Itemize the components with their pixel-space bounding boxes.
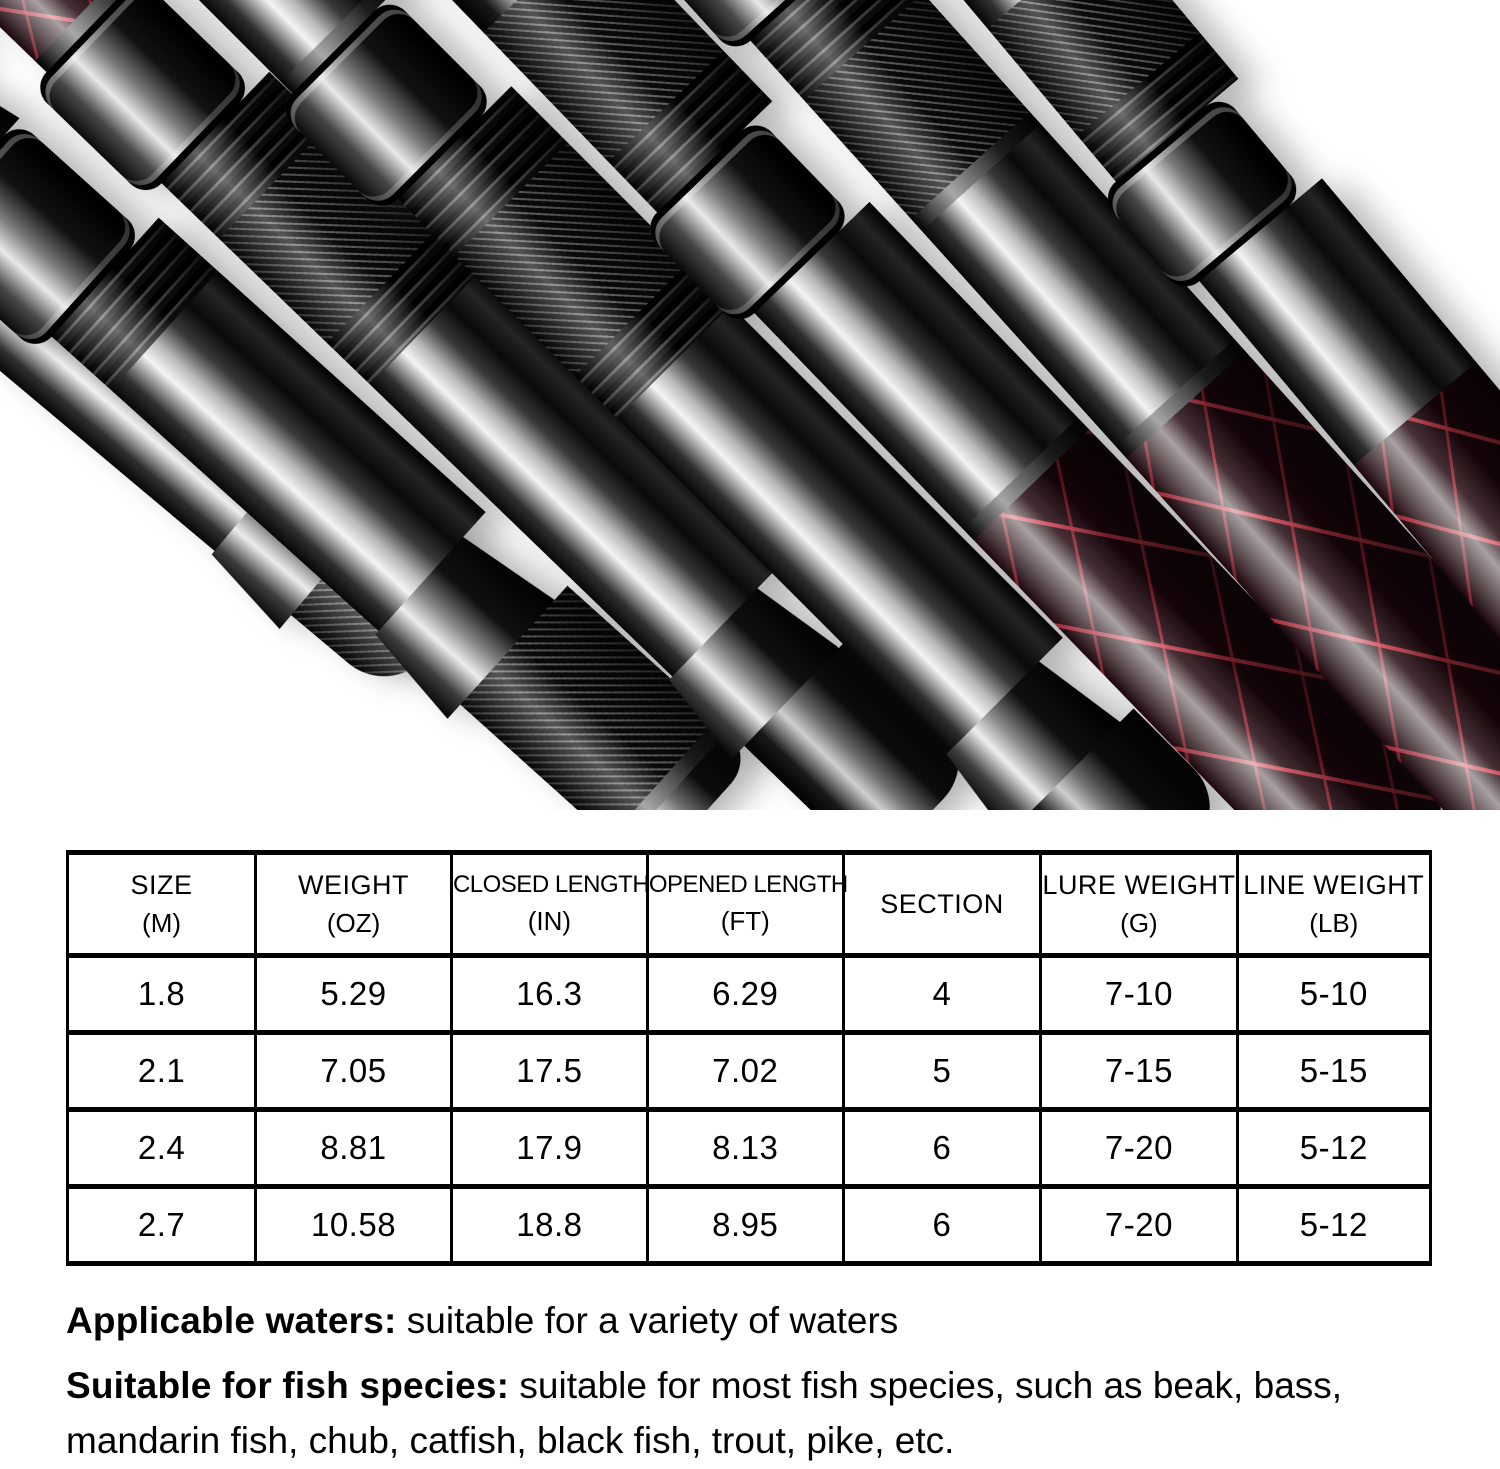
col-header-closed-length: CLOSED LENGTH (IN) xyxy=(451,853,647,956)
applicable-waters-label: Applicable waters: xyxy=(66,1300,397,1341)
spec-cell: 2.1 xyxy=(68,1033,256,1110)
spec-cell: 7.02 xyxy=(647,1033,843,1110)
spec-cell: 18.8 xyxy=(451,1187,647,1264)
spec-cell: 4 xyxy=(843,956,1041,1033)
spec-cell: 7-10 xyxy=(1041,956,1237,1033)
col-header-lure-weight: LURE WEIGHT (G) xyxy=(1041,853,1237,956)
spec-cell: 8.95 xyxy=(647,1187,843,1264)
spec-cell: 5-12 xyxy=(1237,1187,1430,1264)
spec-cell: 1.8 xyxy=(68,956,256,1033)
spec-cell: 5-15 xyxy=(1237,1033,1430,1110)
col-header-section: SECTION xyxy=(843,853,1041,956)
spec-cell: 17.5 xyxy=(451,1033,647,1110)
spec-cell: 7-20 xyxy=(1041,1187,1237,1264)
description xyxy=(66,1293,1445,1469)
spec-cell: 8.13 xyxy=(647,1110,843,1187)
spec-cell: 16.3 xyxy=(451,956,647,1033)
spec-cell: 5-10 xyxy=(1237,956,1430,1033)
spec-cell: 6 xyxy=(843,1110,1041,1187)
col-header-size: SIZE (M) xyxy=(68,853,256,956)
table-row xyxy=(68,956,1431,1033)
table-row xyxy=(68,1187,1431,1264)
spec-cell: 5 xyxy=(843,1033,1041,1110)
spec-cell: 17.9 xyxy=(451,1110,647,1187)
spec-cell: 10.58 xyxy=(256,1187,452,1264)
fish-species-label: Suitable for fish species: xyxy=(66,1364,510,1406)
applicable-waters-note xyxy=(66,1293,1445,1349)
table-row xyxy=(68,1110,1431,1187)
spec-cell: 8.81 xyxy=(256,1110,452,1187)
spec-cell: 6 xyxy=(843,1187,1041,1264)
spec-cell: 7-20 xyxy=(1041,1110,1237,1187)
col-header-weight: WEIGHT (OZ) xyxy=(256,853,452,956)
spec-cell: 5.29 xyxy=(256,956,452,1033)
col-header-line-weight: LINE WEIGHT (LB) xyxy=(1237,853,1430,956)
table-header-row xyxy=(68,853,1431,956)
spec-table xyxy=(66,850,1432,1266)
spec-cell: 2.4 xyxy=(68,1110,256,1187)
spec-cell: 2.7 xyxy=(68,1187,256,1264)
spec-cell: 7-15 xyxy=(1041,1033,1237,1110)
fish-species-note xyxy=(66,1358,1445,1469)
spec-cell: 5-12 xyxy=(1237,1110,1430,1187)
table-row xyxy=(68,1033,1431,1110)
applicable-waters-text: suitable for a variety of waters xyxy=(396,1300,899,1341)
spec-cell: 7.05 xyxy=(256,1033,452,1110)
spec-cell: 6.29 xyxy=(647,956,843,1033)
fish-species-text: suitable for most fish species, such as beak, bass, mandarin fish, chub, catfish, black fish, trout, pike, etc. xyxy=(66,1364,1343,1461)
col-header-opened-length: OPENED LENGTH (FT) xyxy=(647,853,843,956)
